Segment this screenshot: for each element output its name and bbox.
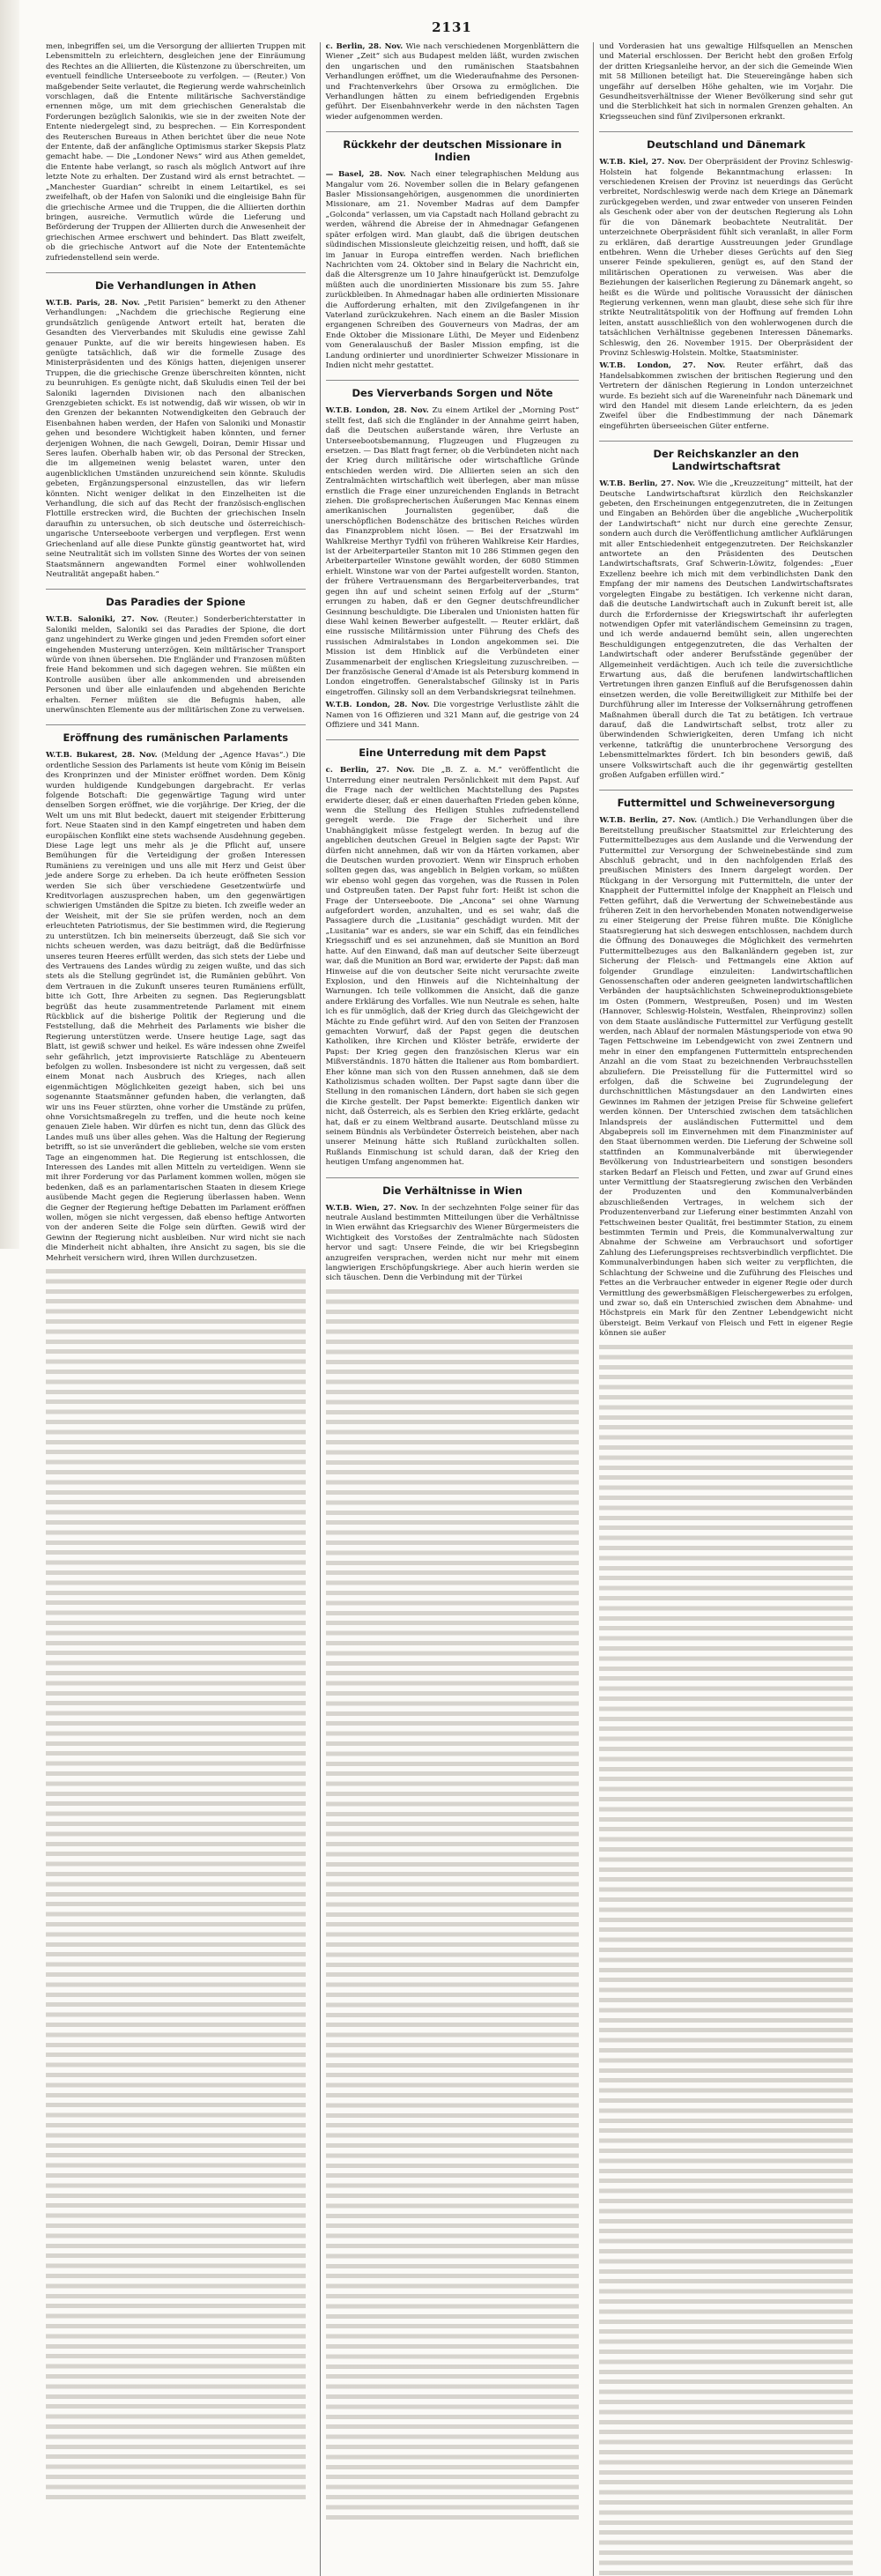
- article-dateline: W.T.B. Paris, 28. Nov.: [46, 298, 140, 308]
- article-dateline: c. Berlin, 27. Nov.: [325, 766, 415, 776]
- article-paragraph: [46, 42, 306, 264]
- article-dateline: W.T.B. Bukarest, 28. Nov.: [46, 751, 158, 761]
- article-paragraph: [326, 766, 580, 1168]
- article-paragraph: [46, 615, 306, 716]
- article-body-text: (Meldung der „Agence Havas“.) Die ordentliche Session des Parlaments ist heute vom König im Beisein des Kronprinzen und der Minister eröffnet worden. Dem König wurden huldigende Kundgebungen dargebracht. Er verlas folgende Botschaft: Die gegenwärtige Tagung wird unter denselben Sorgen eröffnet, wie die vorjährige. Der Krieg, der die Welt um uns mit Blut bedeckt, dauert mit steigender Erbitterung fort. Neue Staaten sind in den Kampf eingetreten und haben dem europäischen Konflikt eine stets wachsende Ausdehnung gegeben. Diese Lage legt uns mehr als je die Pflicht auf, unsere Bemühungen für die Verteidigung der großen Interessen Rumäniens zu vereinigen und uns alle mit Herz und Geist über jede andere Sorge zu erheben. Da ich heute eröffneten Session werden Sie sich über verschiedene Gesetzentwürfe und Kreditvorlagen auszusprechen haben, um den gegenwärtigen schwierigen Umständen die Spitze zu bieten. Ich zweifle weder an der Weisheit, mit der Sie sie prüfen werden, noch an dem erleuchteten Patriotismus, der Sie bestimmen wird, die Regierung zu unterstützen. Ich bin meinerseits überzeugt, daß Sie sich vor nichts scheuen werden, was dazu beiträgt, daß die Bedürfnisse unseres teuren Heeres erfüllt werden, das sich stets der Liebe und des Vertrauens des Landes würdig zu zeigen wußte, und das sich stets als die Stellung gegründet ist, die Rumänien gebührt. Von dem Vertrauen in die Zukunft unseres teuren Rumäniens erfüllt, bitte ich Gott, Ihre Arbeiten zu segnen. Das Regierungsblatt begrüßt das heute zusammentretende Parlament mit einem Rückblick auf die bisherige Politik der Regierung und die Feststellung, daß die Mehrheit des Parlaments wie bisher die Regierung unterstützen werde. Unsere heutige Lage, sagt das Blatt, ist gewiß schwer und heikel. Es wäre indessen ohne Zweifel sehr gefährlich, jetzt improvisierte Ratschläge zu Abenteuern befolgen zu wollen. Insbesondere ist nicht zu vergessen, daß seit einem Monat nach Ausbruch des Krieges, nach allen eigenmächtigen Möglichkeiten gezeigt haben, sich bei uns sogenannte Staatsmänner gefunden haben, die verlangten, daß wir uns ins Feuer stürzten, ohne vorher die Umstände zu prüfen, ohne Vorsichtsmaßregeln zu treffen, und die heute noch keine genauen Ziele haben. Wir dürfen es nicht tun, denn das Glück des Landes muß uns über alles gehen. Was die Haltung der Regierung betrifft, so ist sie unverändert die geblieben, welche sie vom ersten Tage an eingenommen hat. Die Regierung ist entschlossen, die Interessen des Landes mit allen Mitteln zu verteidigen. Wenn sie mit ihrer Forderung vor das Parlament kommen wollen, mögen sie bedenken, daß es an parlamentarischen Staaten in diesem Kriege ausübende Macht gegen die Regierung überlassen haben. Wenn die Gegner der Regierung heftige Debatten im Parlament eröffnen wollen, mögen sie nicht vergessen, daß ebenso heftige Antworten von der anderen Seite die Folge sein dürften. Gewiß wird der Gewinn der Regierung nicht ausbleiben. Nur wird nicht sie nach die Minderheit nicht abhalten, ihre Ansicht zu sagen, bis sie die Mehrheit versichern wird, ihren Willen durchzusetzen.: [46, 751, 306, 1263]
- article-dateline: W.T.B. London, 27. Nov.: [599, 361, 726, 371]
- article-paragraph: [46, 299, 306, 580]
- illegible-text-lines: [46, 1266, 306, 2500]
- book-binding-edge: [0, 0, 19, 1249]
- article-paragraph: [326, 170, 580, 371]
- article-body-text: (Amtlich.) Die Verhandlungen über die Bereitstellung preußischer Staatsmittel zur Erleichterung des Futtermittelbezuges aus dem Auslande und die Verwendung der Futtermittel zur Versorgung der Schweinebestände sind zum Abschluß gebracht, und in den nachfolgenden Erlaß des preußischen Ministers des Innern dargelegt worden. Der Rückgang in der Versorgung mit Futtermitteln, die unter der Knappheit der Futtermittel infolge der Knappheit an Fleisch und Fetten geführt, daß die Verwertung der Schweinebestände aus früheren Zeit in den hervorhebenden Monaten notwendigerweise zu einer Steigerung der Preise führen mußte. Die Königliche Staatsregierung hat sich deswegen entschlossen, nachdem durch die Öffnung des Donauweges die Möglichkeit des vermehrten Futtermittelbezuges aus den Balkanländern gegeben ist, zur Sicherung der Fleisch- und Fettmangels eine Aktion auf folgender Grundlage einzuleiten: Landwirtschaftlichen Genossenschaften oder anderen geeigneten landwirtschaftlichen Verbänden der hauptsächlichsten Schweineproduktionsgebiete im Osten (Pommern, Westpreußen, Posen) und im Westen (Hannover, Schleswig-Holstein, Westfalen, Rheinprovinz) sollen von dem Staate ausländische Futtermittel zur Verfügung gestellt werden, nach Ablauf der normalen Mästungsperiode von etwa 90 Tagen Fettschweine im Lebendgewicht von zwei Zentnern und mehr in einer den empfangenen Futtermitteln entsprechenden Anzahl an die vom Staat zu bezeichnenden Verbrauchsstellen abzuliefern. Die Preisstellung für die Futtermittel wird so erfolgen, daß die Schweine bei Zugrundelegung der durchschnittlichen Mästungsdauer an den Landwirten eines Gewinnes im Rahmen der jetzigen Preise für Schweine geliefert werden können. Der Unterschied zwischen dem tatsächlichen Inlandspreis der ausländischen Futtermittel und dem Abgabepreis soll im Einvernehmen mit dem Finanzminister auf den Staat übernommen werden. Die Lieferung der Schweine soll stattfinden an Kommunalverbände mit überwiegender Bevölkerung von Industriearbeitern und sonstigen besonders starken Bedarf an Fleisch und Fetten, und zwar auf Grund eines unter Vermittlung der Staatsregierung zwischen den Verbänden der Produzenten und den Kommunalverbänden abzuschließenden Vertrages, in welchem sich der Produzentenverband zur Lieferung einer bestimmten Anzahl von Fettschweinen bester Qualität, frei bestimmter Station, zu einem bestimmten Termin und Preis, die Kommunalverwaltung zur Abnahme der Schweine am Verbrauchsort und sofortiger Zahlung des Lieferungspreises rechtsverbindlich verpflichtet. Die Kommunalverbindungen haben sich weiter zu verpflichten, die Schlachtung der Schweine und die Zuführung des Fleisches und Fettes an die Verbraucher entweder in eigener Regie oder durch Vermittlung des gewerbsmäßigen Fleischergewerbes zu erfolgen, und zwar so, daß ein Unterschied zwischen dem Abnahme- und Höchstpreis ein Mark für den Zentner Lebendgewicht nicht übersteigt. Beim Verkauf von Fleisch und Fett in eigener Regie können sie außer: [599, 816, 853, 1339]
- illegible-text-lines: [599, 1342, 853, 2576]
- column-right: [593, 42, 858, 2576]
- article-paragraph: [599, 42, 853, 122]
- column-middle: [320, 42, 585, 2576]
- article-body-text: men, inbegriffen sei, um die Versorgung der alliierten Truppen mit Lebensmitteln zu erleichtern, desgleichen jene der Einräumung des Rechtes an die Alliierten, die Küstenzone zu überschreiten, um eventuell feindliche Unterseeboote zu verfolgen. — (Reuter.) Von maßgebender Seite verlautet, die Regierung werde wahrscheinlich vorschlagen, daß die Entente militärische Sachverständige ernennen möge, um mit dem griechischen Generalstab die Forderungen bezüglich Salonikis, wie sie in der zweiten Note der Entente niedergelegt sind, zu besprechen. — Ein Korrespondent des Reuterschen Bureaus in Athen berichtet über die neue Note der Entente, daß der anfängliche Optimismus starker Skepsis Platz gemacht habe. — Die „Londoner News“ wird aus Athen gemeldet, die Entente habe verlangt, so rasch als möglich Antwort auf ihre letzte Note zu erhalten. Der Zustand wird als ernst betrachtet. — „Manchester Guardian“ schreibt in einem Leitartikel, es sei zweifelhaft, ob der Hafen von Saloniki und die eingleisige Bahn für die griechische Armee und die Truppen, die die Alliierten dorthin bringen, ausreiche. Vermutlich würde die Lieferung und Beförderung der Truppen der Alliierten durch die Anwesenheit der griechischen Armee erschwert und behindert. Das Blatt zweifelt, ob die griechische Antwort auf die Note der Ententemächte zufriedenstellend sein werde.: [46, 42, 306, 263]
- column-left: [46, 42, 311, 2576]
- article-headline: Des Vierverbands Sorgen und Nöte: [326, 380, 580, 399]
- article-dateline: W.T.B. Wien, 27. Nov.: [325, 1203, 418, 1213]
- article-body-text: Die vorgestrige Verlustliste zählt die Namen von 16 Offizieren und 321 Mann auf, die gestrige von 24 Offiziere und 341 Mann.: [325, 701, 580, 730]
- article-paragraph: [326, 1204, 580, 1284]
- article-paragraph: [326, 701, 580, 731]
- article-body-text: Nach einer telegraphischen Meldung aus Mangalur vom 26. November sollen die in Belary gefangenen Basler Missionsangehörigen, ausgenommen die unordinierten Missionare, am 21. November Madras auf dem Dampfer „Golconda“ verlassen, um via Capstadt nach Holland gebracht zu werden, während die Abreise der in Ahmednagar Gefangenen später erfolgen wird. Man glaubt, daß die übrigen deutschen südindischen Missionsleute gleichzeitig reisen, und hofft, daß sie im Januar in Europa eintreffen werden. Nach brieflichen Nachrichten vom 24. Oktober sind in Belary die Nachricht ein, daß die Altersgrenze um 10 Jahre hinaufgerückt ist. Demzufolge müßten auch die unordinierten Missionare bis zum 55. Jahre zurückbleiben. In Ahmednagar haben alle ordinierten Missionare die Aufforderung erhalten, mit den Zivilgefangenen in ihr Vaterland zurückzukehren. Nach einem an die Basler Mission ergangenen Schreiben des Gouverneurs von Madras, der am Ende Oktober die Missionare Lüthi, De Meyer und Eidenbenz vom Generalauschuß der Basler Mission empfing, ist die Landung ordinierter und unordinierter Schweizer Missionare in Indien nicht mehr gestattet.: [325, 170, 580, 370]
- article-body-text: Reuter erfährt, daß das Handelsabkommen zwischen der britischen Regierung und den Vertretern der dänischen Regierung in London unterzeichnet wurde. Es bezieht sich auf die Wareneinfuhr nach Dänemark und wird den Handel mit diesem Lande erleichtern, da es jeden Zweifel über die Endbestimmung der nach Dänemark eingeführten überseeischen Güter entferne.: [599, 361, 853, 431]
- article-headline: Der Reichskanzler an den Landwirtschaftsrat: [599, 441, 853, 472]
- article-body-text: „Petit Parisien“ bemerkt zu den Athener Verhandlungen: „Nachdem die griechische Regierung eine grundsätzlich genügende Antwort erteilt hat, beraten die Gesandten des Vierverbandes mit Skuludis eine gewisse Zahl genauer Punkte, auf die wir bereits hingewiesen haben. Es genügte tatsächlich, daß wir die formelle Zusage des Ministerpräsidenten und des Königs hatten, diejenigen unserer Truppen, die die griechische Grenze überschreiten könnten, nicht zu beunruhigen. Es genügte nicht, daß Skuludis einen Teil der bei Saloniki lagernden Divisionen nach den albanischen Grenzgebieten schickt. Es ist notwendig, daß wir wissen, ob wir in den Grenzen der bekannten Notwendigkeiten den Gebrauch der Eisenbahnen haben werden, der Hafen von Saloniki und Monastir gehen und besondere Wichtigkeit haben könnten, und ferner derjenigen Wohnen, die nach Gewgeli, Doiran, Demir Hissar und Seres laufen. Oberhalb haben wir, ob das Personal der Strecken, die im allgemeinen wenig belastet waren, unter den augenblicklichen Umständen unzureichend sein könnte. Skuludis gebeten, Ergänzungspersonal einzustellen, das wir liefern könnten. Nicht weniger delikat in den Einzelheiten ist die Verhandlung, die sich auf das Recht der französisch-englischen Flottille erstrecken wird, die Buchten der griechischen Inseln daraufhin zu untersuchen, ob sich deutsche und österreichisch-ungarische Unterseeboote verbergen und verpflegen. Erst wenn Griechenland auf alle diese Punkte günstig geantwortet hat, wird seine Neutralität sich im vollsten Sinne des Wortes der von seinen Staatsmännern angewandten Formel einer wohlwollenden Neutralität angepaßt haben.“: [46, 298, 306, 579]
- article-paragraph: [599, 361, 853, 432]
- article-dateline: W.T.B. Kiel, 27. Nov.: [599, 158, 686, 167]
- article-paragraph: [599, 158, 853, 359]
- illegible-text-lines: [326, 1287, 580, 2520]
- article-dateline: c. Berlin, 28. Nov.: [325, 42, 403, 51]
- article-dateline: — Basel, 28. Nov.: [325, 170, 406, 180]
- article-body-text: Die „B. Z. a. M.“ veröffentlicht die Unterredung einer neutralen Persönlichkeit mit dem Papst. Auf die Frage nach der weltlichen Machtstellung des Papstes erwiderte dieser, daß er einen dauerhaften Frieden geben könne, wenn die Stellung des Heiligen Stuhles zufriedenstellend geregelt werde. Die Frage der Sicherheit und ihre Unabhängigkeit müsse festgelegt werden. In bezug auf die angeblichen deutschen Greuel in Belgien sagte der Papst: Wir dürfen nicht annehmen, daß wir von da Härten vorkamen, aber die Deutschen wurden provoziert. Wenn wir Einspruch erhoben sollten gegen das, was angeblich in Belgien vorkam, so müßten wir ebenso wohl gegen das vorgehen, was die Russen in Polen und Ostpreußen taten. Der Papst fuhr fort: Heißt ist schon die Frage der Unterseeboote. Die „Ancona“ sei ohne Warnung aufgefordert worden, anzuhalten, und es sei wahr, daß die Passagiere durch die „Lusitania“ geschädigt wurden. Mit der „Lusitania“ war es anders, sie war ein Schiff, das ein feindliches Kriegsschiff und es sei anzunehmen, daß sie Munition an Bord hatte. Auf den Einwand, daß man auf deutscher Seite überzeugt war, daß die Munition an Bord war, erwiderte der Papst: daß man Hinweise auf die von deutscher Seite nicht verursachte zweite Explosion, und den Hinweis auf die Nichteinhaltung der Warnungen. Ich teile vollkommen die Ansicht, daß die ganze andere Erklärung des Vorfalles. Wie nun Neutrale es sehen, halte ich es für unmöglich, daß der Krieg durch das Gleichgewicht der Mächte zu Ende geführt wird. Auf den von Seiten der Franzosen gemachten Vorwurf, daß der Papst gegen die deutschen Katholiken, ihre Kirchen und Klöster beträfe, erwiderte der Papst: Der Krieg gegen den französischen Klerus war ein Mißverständnis. 1870 hätten die Italiener aus Rom bombardiert. Eher könne man sich von den Russen annehmen, daß sie dem Katholizismus schaden wollten. Der Papst sagte dann über die Stellung in den romanischen Ländern, dort haben sie sich gegen die Kirche gestellt. Der Papst bemerkte: Eigentlich danken wir nicht, daß Österreich, als es Serbien den Krieg erklärte, gedacht hat, daß er zu einem Weltbrand ausarte. Deutschland müsse zu seinem Bündnis als Verbündeter Österreich beistehen, aber nach unserer Meinung hätte sich Rußland zurückhalten sollen. Rußlands Einmischung ist schuld daran, daß der Krieg den heutigen Umfang angenommen hat.: [325, 766, 580, 1168]
- article-body-text: und Vorderasien hat uns gewaltige Hilfsquellen an Menschen und Material erschlossen. Der Bericht hebt den großen Erfolg der dritten Kriegsanleihe hervor, an der sich die Gemeinde Wien mit 58 Millionen beteiligt hat. Die Steuereingänge haben sich ungefähr auf derselben Höhe gehalten, wie im Vorjahr. Die Gesundheitsverhältnisse der Wiener Bevölkerung sind sehr gut und die Sterblichkeit hat sich in normalen Grenzen gehalten. An Kriegsseuchen sind fünf Zivilpersonen erkrankt.: [599, 42, 853, 122]
- article-dateline: W.T.B. Berlin, 27. Nov.: [599, 816, 698, 826]
- page-number: 2131: [432, 19, 472, 35]
- article-headline: Eine Unterredung mit dem Papst: [326, 739, 580, 759]
- article-headline: Eröffnung des rumänischen Parlaments: [46, 724, 306, 744]
- article-paragraph: [46, 751, 306, 1264]
- article-headline: Deutschland und Dänemark: [599, 131, 853, 151]
- article-paragraph: [326, 406, 580, 698]
- article-headline: Das Paradies der Spione: [46, 589, 306, 608]
- article-paragraph: [599, 816, 853, 1339]
- article-paragraph: [599, 479, 853, 781]
- article-headline: Die Verhältnisse in Wien: [326, 1177, 580, 1197]
- article-dateline: W.T.B. Berlin, 27. Nov.: [599, 479, 696, 489]
- article-body-text: Wie nach verschiedenen Morgenblättern die Wiener „Zeit“ sich aus Budapest melden läßt, wurden zwischen den ungarischen und den rumänischen Staatsbahnen Verhandlungen eröffnet, um die Wiederaufnahme des Personen- und Frachtenverkehrs über Orsowa zu ermöglichen. Die Verhandlungen hätten zu einem befriedigenden Ergebnis geführt. Der Eisenbahnverkehr werde in den nächsten Tagen wieder aufgenommen werden.: [325, 42, 580, 122]
- article-columns: [46, 42, 858, 1339]
- article-body-text: (Reuter.) Sonderberichterstatter in Saloniki melden, Saloniki sei das Paradies der Spione, die dort ganz ungehindert zu Werke gingen und jeden Fremden sofort einer eingehenden Musterung unterzögen. Kein militärischer Transport würde von ihnen übersehen. Die Engländer und Franzosen müßten freie Hand bekommen und sich dagegen wehren. Sie müßten ein Kontrolle ausüben über alle ankommenden und abreisenden Personen und über alle einlaufenden und abgehenden Berichte erhalten. Ferner müßten sie die Befugnis haben, alle unerwünschten Elemente aus der militärischen Zone zu verweisen.: [46, 615, 306, 715]
- article-headline: Rückkehr der deutschen Missionare in Indien: [326, 131, 580, 163]
- article-headline: Die Verhandlungen in Athen: [46, 272, 306, 292]
- article-body-text: In der sechzehnten Folge seiner für das neutrale Ausland bestimmten Mitteilungen über die Verhältnisse in Wien erwähnt das Kriegsarchiv des Wiener Bürgermeisters die Wichtigkeit des Vorstoßes der Zentralmächte nach Südosten hervor und sagt: Unsere Feinde, die wir bei Kriegsbeginn anzugreifen versprachen, werden nicht nur mehr mit einem langwierigen Erschöpfungskriege. Aber auch hierin werden sie sich täuschen. Denn die Verbindung mit der Türkei: [325, 1203, 580, 1283]
- article-body-text: Wie die „Kreuzzeitung“ mitteilt, hat der Deutsche Landwirtschaftsrat kürzlich den Reichskanzler gebeten, den Erscheinungen entgegenzutreten, die in Zeitungen und Eingaben an Behörden über die angebliche „Wucherpolitik der Landwirtschaft“ nicht nur durch eine gerechte Zensur, sondern auch durch die Veröffentlichung amtlicher Aufklärungen mit aller Entschiedenheit entgegenzutreten. Der Reichskanzler antwortete an den Präsidenten des Deutschen Landwirtschaftsrats, Graf Schwerin-Löwitz, folgendes: „Euer Exzellenz beehre ich mich mit dem verbindlichsten Dank den Empfang der mir namens des Deutschen Landwirtschaftsrates vorgelegten Eingabe zu bestätigen. Ich verkenne nicht daran, daß die deutsche Landwirtschaft auch in Zukunft bereit ist, alle durch die Erfordernisse der Kriegswirtschaft ihr auferlegten notwendigen Opfer mit vaterländischem Gemeinsinn zu tragen, und ich werde andauernd bemüht sein, allen ungerechten Beschuldigungen entgegenzutreten, die das Verhalten der Landwirtschaft oder anderer Berufsstände gegenüber der Allgemeinheit verdächtigen. Auch ich teile die zuversichtliche Erwartung aus, daß die berufenen landwirtschaftlichen Vertretungen ihren ganzen Einfluß auf die Berufsgenossen dahin einsetzen werden, die volle Bereitwilligkeit zur Mithilfe bei der Durchführung aller im Interesse der Volksernährung getroffenen Maßnahmen überall durch die Tat zu betätigen. Ich vertraue darauf, daß die Landwirtschaft selbst, trotz aller zu überwindenden Schwierigkeiten, deren Umfang ich nicht verkenne, tatkräftig die ununterbrochene Versorgung des Lebensmittelmarktes fördert. Ich bin besonders gewiß, daß unsere Volkswirtschaft auch die ihr gegenwärtig gestellten großen Aufgaben erfüllen wird.“: [599, 479, 853, 780]
- article-body-text: Zu einem Artikel der „Morning Post“ stellt fest, daß sich die Engländer in der Annahme geirrt haben, daß die Deutschen außerstande wären, ihre Verluste an Unterseebootsbemannung, Flugzeugen und Flugzeugen zu ersetzen. — Das Blatt fragt ferner, ob die Verbündeten nicht nach der Krieg durch militärische oder wirtschaftliche Gründe entschieden werden wird. Die Alliierten seien an sich den Zentralmächten wirtschaftlich weit überlegen, aber man müsse ernstlich die Frage einer unzureichenden Englands in Betracht ziehen. Die großsprecherischen Äußerungen Mac Kennas einem amerikanischen Journalisten gegenüber, daß die unerschöpflichen Bodenschätze des britischen Reiches würden das Finanzproblem nicht lösen. — Bei der Ersatzwahl im Wahlkreise Merthyr Tydfil von früheren Wahlkreise Keir Hardies, ist der Arbeiterparteiler Stanton mit 10 286 Stimmen gegen den Arbeiterparteiler Winstone gewählt worden, der 6080 Stimmen erhielt. Winstone war von der Partei aufgestellt worden. Stanton, der frühere Vertrauensmann des Bergarbeiterverbandes, trat gegen ihn auf und scheint seinen Erfolg auf der „Sturm“ errungen zu haben, daß er den Gegner deutschfreundlicher Gesinnung beschuldigte. Die Liberalen und Unionisten hatten für diese Wahl keinen Bewerber aufgestellt. — Reuter erklärt, daß eine russische Militärmission unter Führung des Chefs des russischen Admiralstabes in London angekommen sei. Die Mission ist dem Hinblick auf die Verbündeten einer Zusammenarbeit der englischen Kriegsleitung zuzuschreiben. — Der französische General d'Amade ist als Petersburg kommend in London eingetroffen. Generalstabschef Gilinsky ist in Paris eingetroffen. Gilinsky soll an dem Verbandskriegsrat teilnehmen.: [325, 406, 580, 697]
- article-body-text: Der Oberpräsident der Provinz Schleswig-Holstein hat folgende Bekanntmachung erlassen: In verschiedenen Kreisen der Provinz ist neuerdings das Gerücht verbreitet, Nordschleswig werde nach dem Kriege an Dänemark zurückgegeben werden, und zwar entweder von unseren Feinden als Geschenk oder aber von der deutschen Regierung als Lohn für die von Dänemark beobachtete Neutralität. Der unterzeichnete Oberpräsident fühlt sich veranlaßt, in aller Form zu erklären, daß derartige Ausstreuungen jeder Grundlage entbehren. Wenn die Urheber dieses Gerüchts auf den Sieg unserer Feinde spekulieren, genügt es, auf den Stand der militärischen Operationen zu verweisen. Was aber die Beziehungen der kaiserlichen Regierung zu Dänemark angeht, so heißt es die Würde und politische Voraussicht der dänischen Regierung verkennen, wenn man glaubt, diese sehe sich für ihre strikte Neutralitätspolitik von der Hoffnung auf fremden Lohn leiten, anstatt ausschließlich von den wohlerwogenen durch die tatsächlichen Verhältnisse gegebenen Interessen Dänemarks. Schleswig, den 26. November 1915. Der Oberpräsident der Provinz Schleswig-Holstein. Moltke, Staatsminister.: [599, 158, 853, 358]
- article-paragraph: [326, 42, 580, 122]
- article-dateline: W.T.B. Saloniki, 27. Nov.: [46, 615, 159, 625]
- article-headline: Futtermittel und Schweineversorgung: [599, 790, 853, 809]
- article-dateline: W.T.B. London, 28. Nov.: [325, 406, 429, 416]
- article-dateline: W.T.B. London, 28. Nov.: [325, 701, 430, 710]
